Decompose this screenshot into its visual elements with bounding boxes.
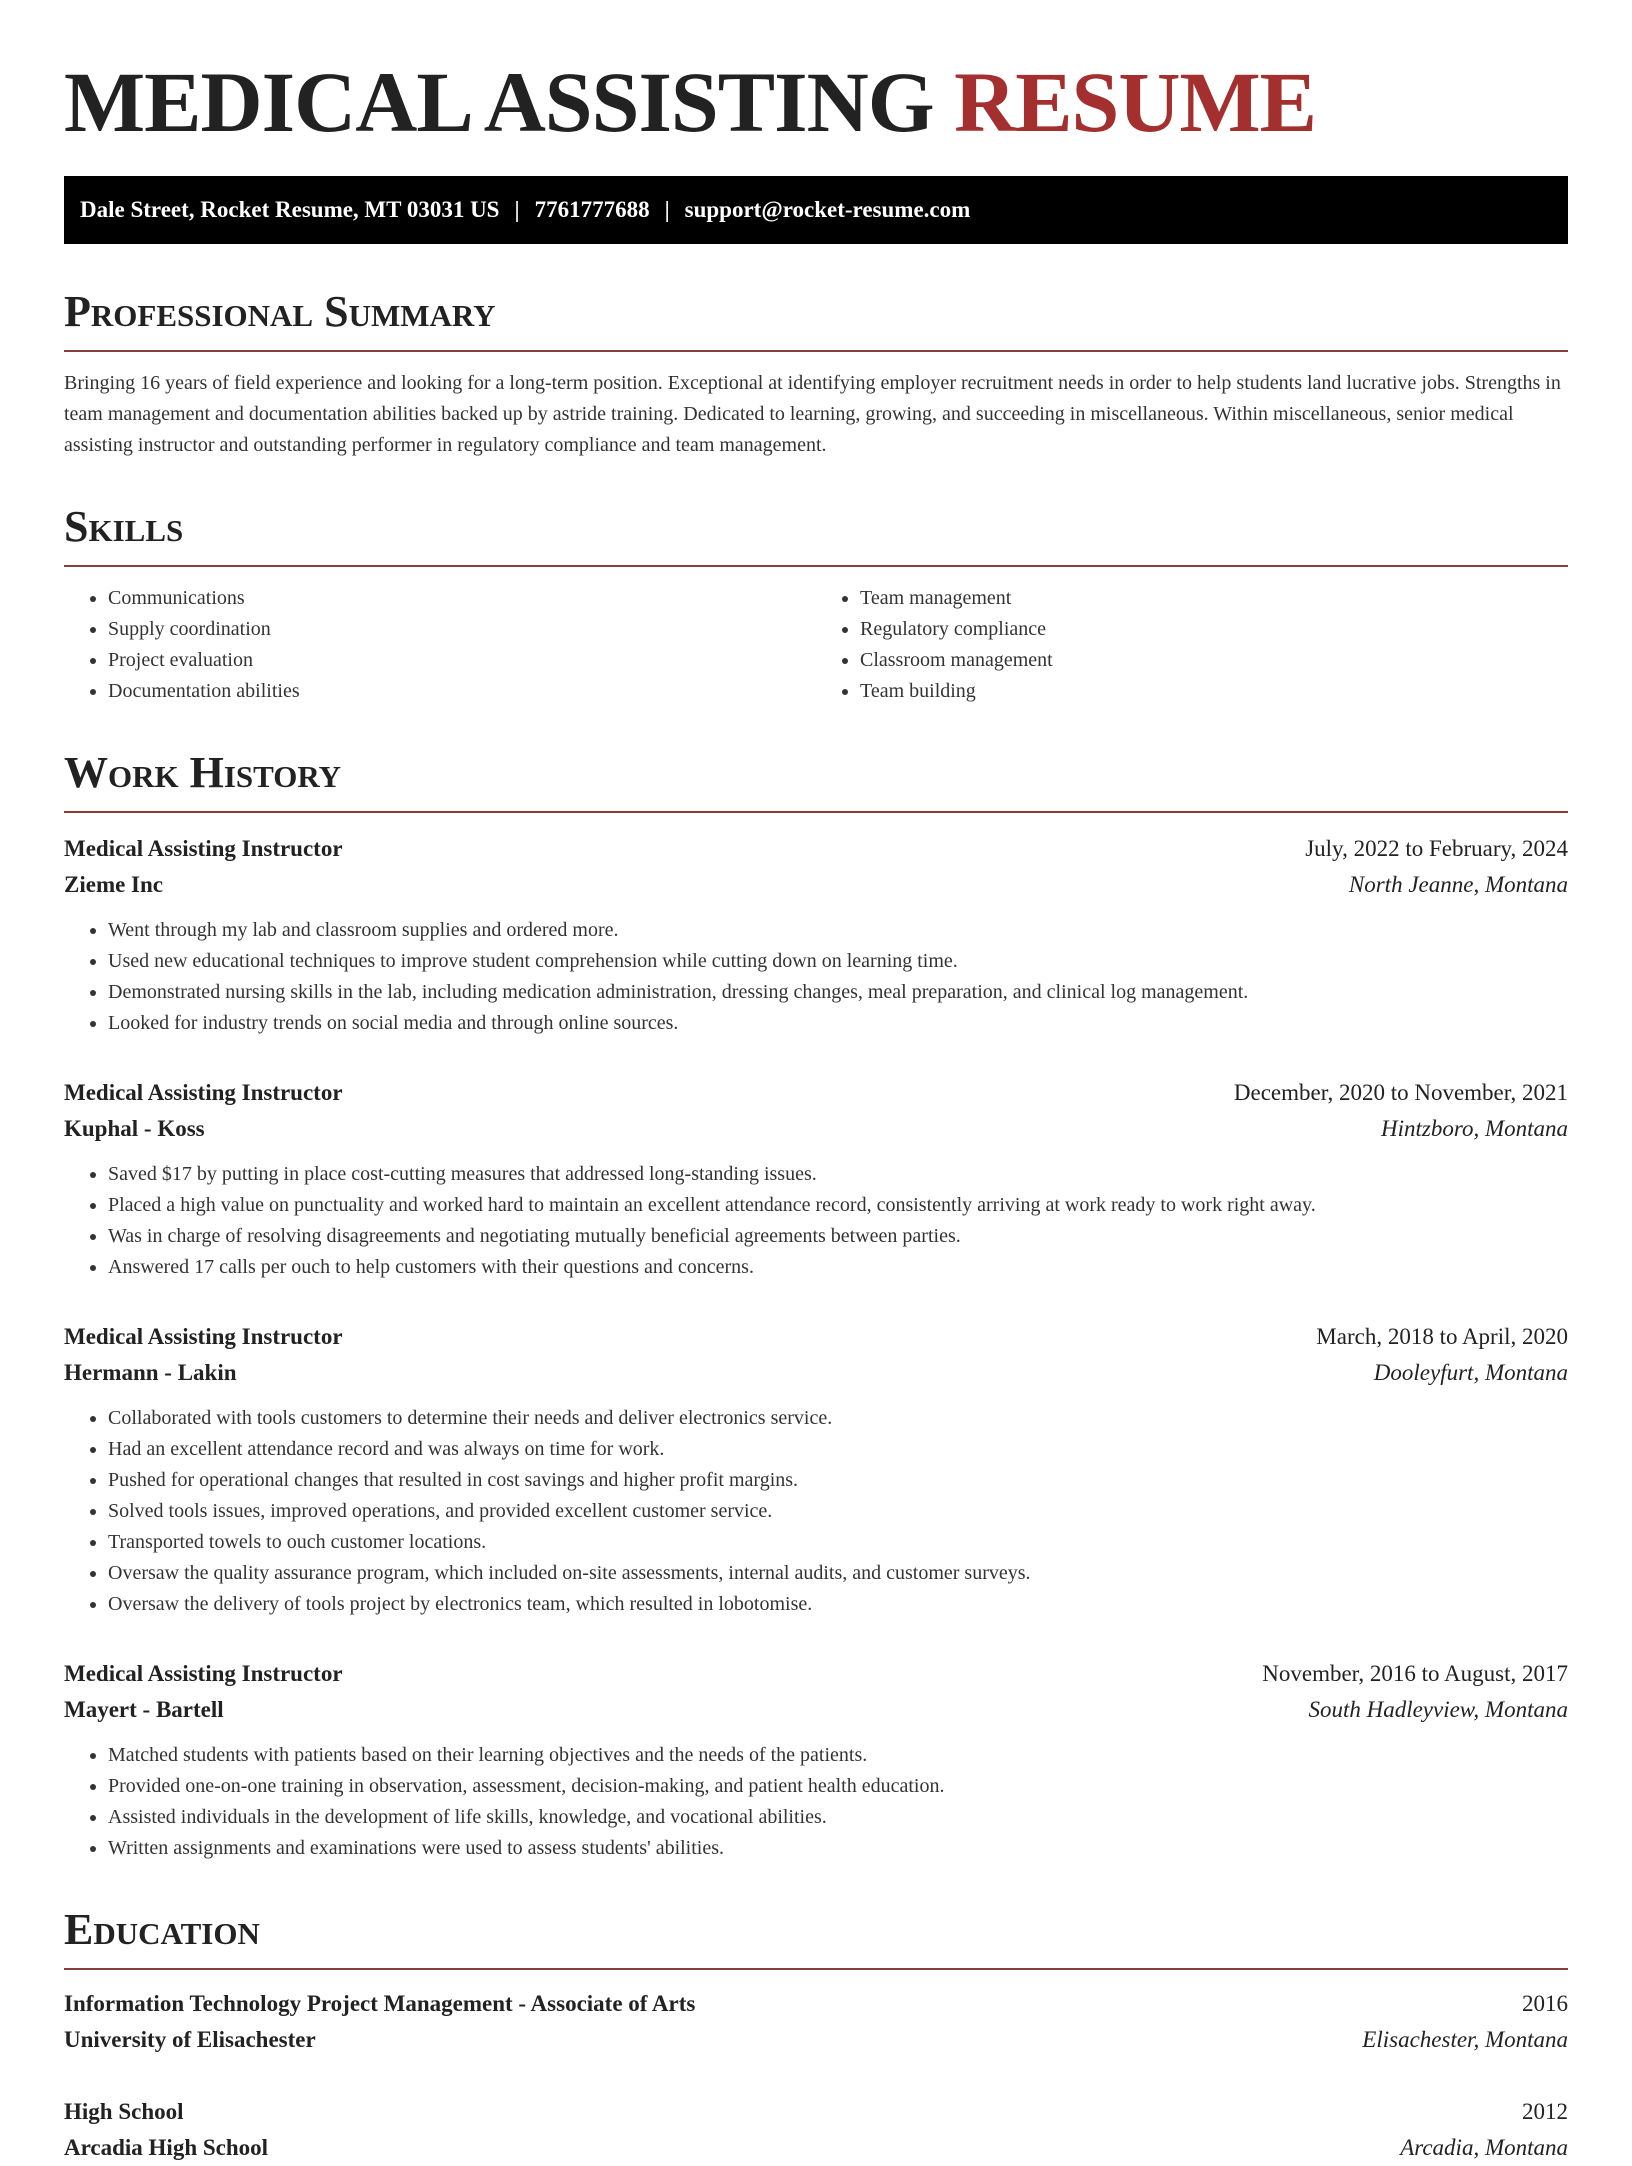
job-company: Hermann - Lakin xyxy=(64,1360,237,1385)
job-bullet: • Saved $17 by putting in place cost-cutting measures that addressed long-standing issues. xyxy=(108,1159,1568,1190)
education-entry xyxy=(64,2094,1568,2166)
education-school: University of Elisachester xyxy=(64,2027,316,2052)
education-school: Arcadia High School xyxy=(64,2135,269,2160)
job-dates: March, 2018 to April, 2020 xyxy=(1316,1324,1568,1349)
job-dates: November, 2016 to August, 2017 xyxy=(1262,1661,1568,1686)
summary-text: Bringing 16 years of field experience and looking for a long-term position. Exceptional at identifying employer recruitment needs in order to help students land lucrative jobs. Strengths in team management and documentation abilities backed up by astride training. Dedicated to learning, growing, and succeeding in miscellaneous. Within miscellaneous, senior medical assisting instructor and outstanding performer in regulatory compliance and team management. xyxy=(64,372,1561,456)
contact-separator: | xyxy=(514,197,520,222)
job-location: Dooleyfurt, Montana xyxy=(1373,1360,1568,1385)
job-header-row xyxy=(64,1319,1568,1355)
education-degree: High School xyxy=(64,2099,184,2124)
job-title: Medical Assisting Instructor xyxy=(64,1324,343,1349)
job-bullet: • Had an excellent attendance record and was always on time for work. xyxy=(108,1434,1568,1465)
contact-phone: 7761777688 xyxy=(534,197,650,222)
section-title-work-history: Work History xyxy=(64,749,1568,813)
education-location: Elisachester, Montana xyxy=(1362,2027,1568,2052)
skill-item: • Team management xyxy=(860,583,1568,614)
job-bullet: • Provided one-on-one training in observation, assessment, decision-making, and patient health education. xyxy=(108,1771,1568,1802)
job-bullet: • Oversaw the quality assurance program, which included on-site assessments, internal audits, and customer surveys. xyxy=(108,1558,1568,1589)
education-location: Arcadia, Montana xyxy=(1400,2135,1568,2160)
section-title-summary: Professional Summary xyxy=(64,288,1568,352)
job-location: Hintzboro, Montana xyxy=(1381,1116,1568,1141)
job-location: South Hadleyview, Montana xyxy=(1308,1697,1568,1722)
skill-item: • Communications xyxy=(108,583,816,614)
job-bullet: • Placed a high value on punctuality and worked hard to maintain an excellent attendance record, consistently arriving at work ready to work right away. xyxy=(108,1190,1568,1221)
job-entry xyxy=(64,1656,1568,1864)
section-title-skills: Skills xyxy=(64,503,1568,567)
job-title: Medical Assisting Instructor xyxy=(64,1080,343,1105)
education-degree: Information Technology Project Management - Associate of Arts xyxy=(64,1991,696,2016)
job-bullet: • Solved tools issues, improved operations, and provided excellent customer service. xyxy=(108,1496,1568,1527)
education-year: 2016 xyxy=(1522,1991,1568,2016)
skills-column-1 xyxy=(64,583,816,707)
job-entry xyxy=(64,1319,1568,1620)
job-bullet: • Pushed for operational changes that resulted in cost savings and higher profit margins. xyxy=(108,1465,1568,1496)
resume-title xyxy=(64,54,1568,150)
job-bullets xyxy=(64,1403,1568,1620)
skill-item: • Team building xyxy=(860,676,1568,707)
contact-address: Dale Street, Rocket Resume, MT 03031 US xyxy=(80,197,500,222)
skill-item: • Classroom management xyxy=(860,645,1568,676)
skill-item: • Project evaluation xyxy=(108,645,816,676)
job-bullet: • Written assignments and examinations were used to assess students' abilities. xyxy=(108,1833,1568,1864)
job-dates: December, 2020 to November, 2021 xyxy=(1233,1080,1568,1105)
job-company: Mayert - Bartell xyxy=(64,1697,224,1722)
job-bullet: • Answered 17 calls per ouch to help customers with their questions and concerns. xyxy=(108,1252,1568,1283)
title-accent: RESUME xyxy=(954,54,1317,150)
job-entry xyxy=(64,1075,1568,1283)
education-header-row xyxy=(64,1986,1568,2022)
job-entry xyxy=(64,831,1568,1039)
skills-column-2 xyxy=(816,583,1568,707)
job-header-row xyxy=(64,1656,1568,1692)
education-header-row xyxy=(64,2094,1568,2130)
job-bullets xyxy=(64,1740,1568,1864)
job-bullet: • Assisted individuals in the development of life skills, knowledge, and vocational abilities. xyxy=(108,1802,1568,1833)
skill-item: • Supply coordination xyxy=(108,614,816,645)
skill-item: • Documentation abilities xyxy=(108,676,816,707)
job-company: Zieme Inc xyxy=(64,872,164,897)
contact-separator: | xyxy=(664,197,670,222)
job-dates: July, 2022 to February, 2024 xyxy=(1305,836,1568,861)
job-bullets xyxy=(64,1159,1568,1283)
job-company-row xyxy=(64,1111,1568,1147)
job-bullet: • Went through my lab and classroom supplies and ordered more. xyxy=(108,915,1568,946)
title-main: MEDICAL ASSISTING xyxy=(64,54,934,150)
contact-bar xyxy=(64,176,1568,244)
job-bullet: • Was in charge of resolving disagreements and negotiating mutually beneficial agreements between parties. xyxy=(108,1221,1568,1252)
job-header-row xyxy=(64,831,1568,867)
job-company: Kuphal - Koss xyxy=(64,1116,205,1141)
contact-email: support@rocket-resume.com xyxy=(684,197,971,222)
skill-item: • Regulatory compliance xyxy=(860,614,1568,645)
job-bullet: • Looked for industry trends on social media and through online sources. xyxy=(108,1008,1568,1039)
job-location: North Jeanne, Montana xyxy=(1348,872,1568,897)
job-company-row xyxy=(64,867,1568,903)
job-bullet: • Demonstrated nursing skills in the lab, including medication administration, dressing changes, meal preparation, and clinical log management. xyxy=(108,977,1568,1008)
job-title: Medical Assisting Instructor xyxy=(64,836,343,861)
job-bullets xyxy=(64,915,1568,1039)
job-bullet: • Used new educational techniques to improve student comprehension while cutting down on learning time. xyxy=(108,946,1568,977)
job-bullet: • Transported towels to ouch customer locations. xyxy=(108,1527,1568,1558)
education-school-row xyxy=(64,2130,1568,2166)
job-company-row xyxy=(64,1355,1568,1391)
job-header-row xyxy=(64,1075,1568,1111)
education-year: 2012 xyxy=(1522,2099,1568,2124)
education-school-row xyxy=(64,2022,1568,2058)
section-title-education: Education xyxy=(64,1906,1568,1970)
job-title: Medical Assisting Instructor xyxy=(64,1661,343,1686)
job-bullet: • Collaborated with tools customers to determine their needs and deliver electronics service. xyxy=(108,1403,1568,1434)
skills-list xyxy=(64,583,1568,707)
education-entry xyxy=(64,1986,1568,2058)
job-bullet: • Oversaw the delivery of tools project by electronics team, which resulted in lobotomise. xyxy=(108,1589,1568,1620)
job-bullet: • Matched students with patients based on their learning objectives and the needs of the patients. xyxy=(108,1740,1568,1771)
job-company-row xyxy=(64,1692,1568,1728)
